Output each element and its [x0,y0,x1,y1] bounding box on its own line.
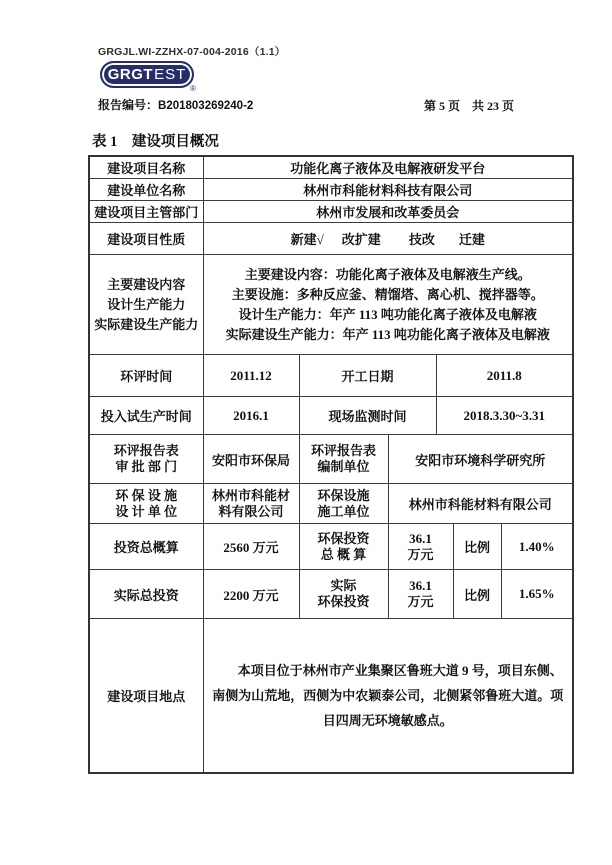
project-overview-table [88,155,574,774]
document-code: GRGJL.WI-ZZHX-07-004-2016（1.1） [98,46,286,58]
logo-text-secondary: EST [154,66,187,83]
page-indicator: 第 5 页 共 23 页 [424,99,515,113]
row-ep-facility [89,484,573,524]
ep-budget-value: 36.1 万元 [388,524,453,570]
actual-investment-value: 2200 万元 [203,570,299,619]
start-date-label: 开工日期 [299,355,436,397]
ep-design-value: 林州市科能材 料有限公司 [203,484,299,524]
nature-option-expand: 改扩建 [341,232,381,247]
actual-ratio-value: 1.65% [501,570,573,619]
ep-budget-label: 环保投资 总 概 算 [299,524,388,570]
row-actual-investment [89,570,573,619]
actual-ep-investment-value: 36.1 万元 [388,570,453,619]
row-unit-name [89,179,573,201]
actual-investment-label: 实际总投资 [89,570,203,619]
ep-builder-label: 环保设施 施工单位 [299,484,388,524]
start-date-value: 2011.8 [436,355,573,397]
construction-line-3: 设计生产能力：年产 113 吨功能化离子液体及电解液 [238,306,537,322]
eia-approval-value: 安阳市环保局 [203,435,299,484]
eia-time-value: 2011.12 [203,355,299,397]
row-authority [89,201,573,223]
actual-ep-investment-label: 实际 环保投资 [299,570,388,619]
report-number-line [98,96,253,113]
ep-design-label: 环 保 设 施 设 计 单 位 [89,484,203,524]
row-eia-approval [89,435,573,484]
report-number-label: 报告编号： [98,98,159,112]
project-nature-label: 建设项目性质 [89,223,203,255]
budget-ratio-label: 比例 [453,524,501,570]
unit-name-value: 林州市科能材料科技有限公司 [203,179,573,201]
eia-approval-label: 环评报告表 审 批 部 门 [89,435,203,484]
registered-trademark-icon: ® [190,84,196,93]
construction-line-2: 主要设施：多种反应釜、精馏塔、离心机、搅拌器等。 [231,286,544,302]
trial-production-label: 投入试生产时间 [89,397,203,435]
authority-value: 林州市发展和改革委员会 [203,201,573,223]
row-construction-content [89,255,573,355]
budget-label: 投资总概算 [89,524,203,570]
construction-content-value [203,255,573,355]
row-project-nature [89,223,573,255]
eia-compiler-value: 安阳市环境科学研究所 [388,435,573,484]
budget-value: 2560 万元 [203,524,299,570]
eia-time-label: 环评时间 [89,355,203,397]
construction-line-1: 主要建设内容：功能化离子液体及电解液生产线。 [244,266,531,282]
nature-options [207,229,570,248]
nature-option-new: 新建√ [290,232,324,247]
unit-name-label: 建设单位名称 [89,179,203,201]
row-eia-time [89,355,573,397]
construction-line-4: 实际建设生产能力：年产 113 吨功能化离子液体及电解液 [225,326,550,342]
ep-builder-value: 林州市科能材料有限公司 [388,484,573,524]
trial-production-value: 2016.1 [203,397,299,435]
report-number-value: B201803269240-2 [158,100,254,112]
row-budget [89,524,573,570]
authority-label: 建设项目主管部门 [89,201,203,223]
location-label: 建设项目地点 [89,619,203,773]
location-value [203,619,573,773]
row-project-name [89,156,573,179]
site-monitoring-value: 2018.3.30~3.31 [436,397,573,435]
actual-ratio-label: 比例 [453,570,501,619]
project-name-value: 功能化离子液体及电解液研发平台 [203,156,573,179]
location-text: 本项目位于林州市产业集聚区鲁班大道 9 号，项目东侧、南侧为山荒地，西侧为中农颖泰公司，北侧紧邻鲁班大道。项目四周无环境敏感点。 [212,662,564,728]
nature-option-relocate: 迁建 [458,232,485,247]
eia-compiler-label: 环评报告表 编制单位 [299,435,388,484]
project-nature-value [203,223,573,255]
row-trial-production [89,397,573,435]
logo-text-primary: GRGT [107,66,154,83]
construction-content-label: 主要建设内容 设计生产能力 实际建设生产能力 [89,255,203,355]
grgtest-logo [100,61,194,88]
nature-option-retrofit: 技改 [408,232,435,247]
budget-ratio-value: 1.40% [501,524,573,570]
project-name-label: 建设项目名称 [89,156,203,179]
table-title: 表 1 建设项目概况 [92,134,219,150]
site-monitoring-label: 现场监测时间 [299,397,436,435]
row-location [89,619,573,773]
